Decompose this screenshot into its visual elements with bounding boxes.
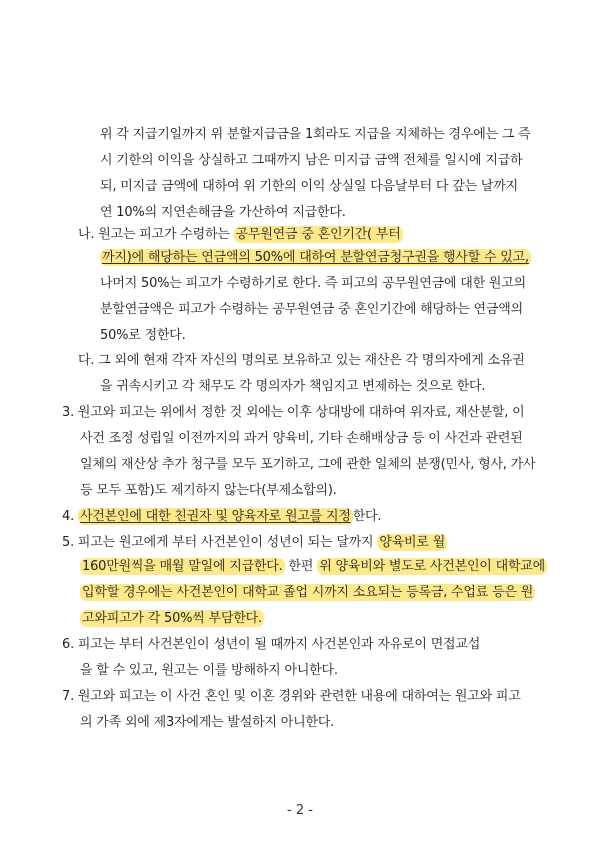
text-line (62, 404, 525, 422)
text-segment: 6. 피고는 부터 사건본인이 성년이 될 때까지 사건본인과 자유로이 면접교섭 (62, 637, 481, 652)
text-segment: 되, 미지급 금액에 대하여 위 기한의 이익 상실일 다음날부터 다 갚는 날까지 (100, 179, 518, 194)
text-segment: 분할연금액은 피고가 수령하는 공무원연금 중 혼인기간에 해당하는 연금액의 (100, 302, 523, 317)
text-line (80, 610, 264, 628)
highlighted-text: 양육비로 월 (379, 535, 446, 550)
text-line (100, 301, 523, 319)
text-segment: 일체의 재산상 추가 청구를 모두 포기하고, 그에 관한 일체의 분쟁(민사, 형사, 가사 (80, 457, 536, 472)
text-line (100, 204, 346, 222)
text-segment: 다. 그 외에 현재 각자 자신의 명의로 보유하고 있는 재산은 각 명의자에게 소유권 (78, 353, 525, 368)
highlighted-text: 위 양육비와 별도로 사건본인이 대학교에 (319, 559, 546, 574)
text-line (100, 275, 526, 293)
text-segment: 4. (62, 509, 78, 524)
text-segment: 사건 조정 성립일 이전까지의 과거 양육비, 기타 손해배상금 등 이 사건과 관련된 (80, 431, 523, 446)
text-line (78, 352, 525, 370)
text-line (100, 126, 531, 144)
text-line (80, 430, 523, 448)
text-segment: 한다. (352, 509, 382, 524)
text-line (62, 534, 447, 552)
text-segment: 의 가족 외에 제3자에게는 발설하지 아니한다. (80, 715, 335, 730)
text-line (80, 558, 547, 576)
text-segment: 을 할 수 있고, 원고는 이를 방해하지 아니한다. (80, 663, 338, 678)
text-line (78, 226, 403, 244)
text-line (100, 378, 485, 396)
highlighted-text: 고와피고가 각 50%씩 부담한다. (82, 611, 262, 626)
text-line (80, 456, 535, 474)
text-segment: 시 기한의 이익을 상실하고 그때까지 남은 미지급 금액 전체를 일시에 지급하 (100, 153, 523, 168)
text-segment: 을 귀속시키고 각 채무도 각 명의자가 책임지고 변제하는 것으로 한다. (100, 379, 486, 394)
text-line (100, 249, 531, 267)
text-segment: 등 모두 포함)도 제기하지 않는다(부제소합의). (80, 483, 337, 498)
highlighted-text: 까지)에 해당하는 연금액의 50%에 대하여 분할연금청구권을 행사할 수 있고, (102, 250, 529, 265)
text-segment: 한편 (284, 559, 318, 574)
text-segment: 50%로 정한다. (100, 328, 186, 343)
text-line (62, 508, 381, 526)
highlighted-text: 공무원연금 중 혼인기간( 부터 (235, 227, 401, 242)
text-line (100, 327, 186, 345)
text-line (80, 714, 334, 732)
text-segment: 5. 피고는 원고에게 부터 사건본인이 성년이 되는 달까지 (62, 535, 378, 550)
text-segment: 나머지 50%는 피고가 수령하기로 한다. 즉 피고의 공무원연금에 대한 원고의 (100, 276, 527, 291)
highlighted-text: 사건본인에 대한 친권자 및 양육자로 원고를 지정 (79, 509, 351, 524)
text-segment: 3. 원고와 피고는 위에서 정한 것 외에는 이후 상대방에 대하여 위자료, 재산분할, 이 (62, 405, 525, 420)
text-line (100, 178, 518, 196)
highlighted-text: 160만원씩을 매월 말일에 지급한다. (82, 559, 283, 574)
text-line (80, 482, 337, 500)
text-line (80, 584, 535, 602)
text-line (62, 636, 480, 654)
page-number: - 2 - (287, 803, 313, 818)
text-segment: 7. 원고와 피고는 이 사건 혼인 및 이혼 경위와 관련한 내용에 대하여는 원고와 피고 (62, 689, 521, 704)
text-segment: 나. 원고는 피고가 수령하는 (78, 227, 234, 242)
text-line (100, 152, 522, 170)
text-segment: 위 각 지급기일까지 위 분할지급금을 1회라도 지급을 지체하는 경우에는 그 즉 (100, 127, 531, 142)
text-segment: 연 10%의 지연손해금을 가산하여 지급한다. (100, 205, 346, 220)
text-line (80, 662, 338, 680)
text-line (62, 688, 521, 706)
highlighted-text: 입학할 경우에는 사건본인이 대학교 졸업 시까지 소요되는 등록금, 수업료 등은 원 (82, 585, 534, 600)
